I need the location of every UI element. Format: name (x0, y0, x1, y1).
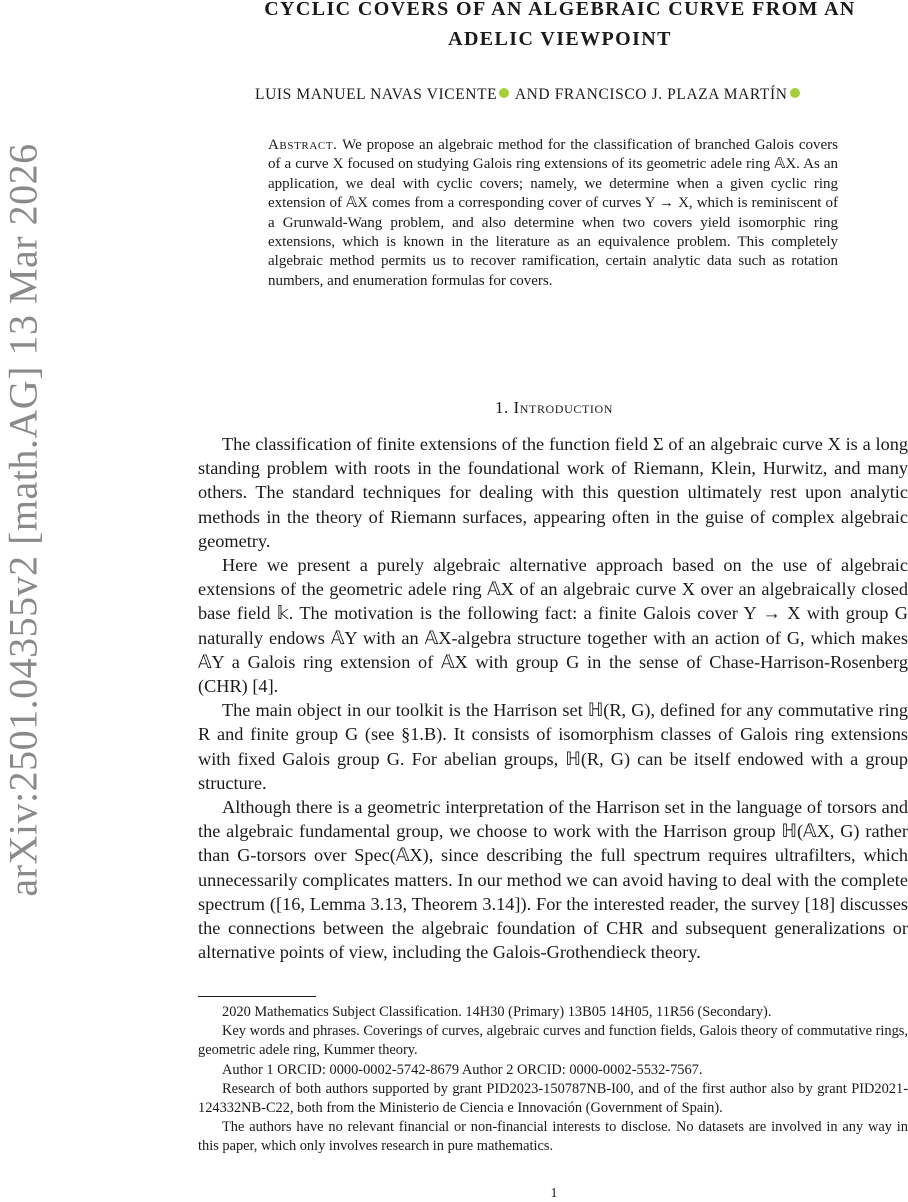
footnote-disclosure: The authors have no relevant financial or non-financial interests to disclose. No datasets are involved in any way in this paper, which only involves research in pure mathematics. (198, 1119, 908, 1155)
section-heading (200, 398, 908, 418)
section-title: Introduction (513, 398, 614, 417)
section-number: 1. (494, 398, 509, 417)
orcid-icon[interactable] (790, 88, 800, 98)
author-list (255, 86, 895, 104)
title-line-2: ADELIC VIEWPOINT (448, 28, 672, 50)
title-line-1: CYCLIC COVERS OF AN ALGEBRAIC CURVE FROM AN (264, 0, 856, 20)
paragraph: Although there is a geometric interpretation of the Harrison set in the language of torsors and the algebraic fundamental group, we choose to work with the Harrison group ℍ(𝔸X, G) rather than G-torsors over Spec(𝔸X), since describing the full spectrum requires ultrafilters, which unnecessarily complicates matters. In our method we can avoid having to deal with the complete spectrum ([16, Lemma 3.13, Theorem 3.14]). For the interested reader, the survey [18] discusses the connections between the algebraic foundation of CHR and subsequent generalizations or alternative points of view, including the Galois-Grothendieck theory. (198, 797, 908, 963)
arxiv-identifier: arXiv:2501.04355v2 [math.AG] 13 Mar 2026 (0, 143, 46, 897)
paragraph: The main object in our toolkit is the Harrison set ℍ(R, G), defined for any commutative ring R and finite group G (see §1.B). It consists of isomorphism classes of Galois ring extensions with fixed Galois group G. For abelian groups, ℍ(R, G) can be itself endowed with a group structure. (198, 700, 908, 793)
footnotes (198, 1003, 908, 1157)
author-2-name: FRANCISCO J. PLAZA MARTÍN (554, 86, 788, 103)
paragraph: The classification of finite extensions of the function field Σ of an algebraic curve X is a long standing problem with roots in the foundational work of Riemann, Klein, Hurwitz, and many others. The standard techniques for dealing with this question ultimately rest upon analytic methods in the theory of Riemann surfaces, appearing often in the guise of complex algebraic geometry. (198, 434, 908, 551)
abstract-text: We propose an algebraic method for the classification of branched Galois covers of a curve X focused on studying Galois ring extensions of its geometric adele ring 𝔸X. As an application, we deal with cyclic covers; namely, we determine when a given cyclic ring extension of 𝔸X comes from a corresponding cover of curves Y → X, which is reminiscent of a Grunwald-Wang problem, and also determine when two covers yield isomorphic ring extensions, which is known in the literature as an equivalence problem. This completely algebraic method permits us to recover ramification, certain analytic data such as rotation numbers, and enumeration formulas for covers. (268, 137, 838, 289)
author-conjunction: AND (514, 86, 551, 103)
orcid-icon[interactable] (499, 88, 509, 98)
abstract-label: Abstract. (268, 137, 338, 153)
footnote-funding: Research of both authors supported by grant PID2023-150787NB-I00, and of the first author also by grant PID2021-124332NB-C22, both from the Ministerio de Ciencia e Innovación (Government of Spain). (198, 1080, 908, 1117)
paper-title (160, 0, 908, 54)
author-1-name: LUIS MANUEL NAVAS VICENTE (255, 86, 498, 103)
arxiv-identifier-sidebar (0, 0, 52, 1200)
footnote-divider (198, 996, 316, 997)
body-text (198, 432, 908, 964)
footnote-msc: 2020 Mathematics Subject Classification. 14H30 (Primary) 13B05 14H05, 11R56 (Secondary). (222, 1004, 772, 1020)
footnote-orcid: Author 1 ORCID: 0000-0002-5742-8679 Author 2 ORCID: 0000-0002-5532-7567. (222, 1061, 703, 1078)
footnote-keywords: Key words and phrases. Coverings of curves, algebraic curves and function fields, Galois theory of commutative rings, geometric adele ring, Kummer theory. (198, 1023, 908, 1059)
paragraph: Here we present a purely algebraic alternative approach based on the use of algebraic extensions of the geometric adele ring 𝔸X of an algebraic curve X over an algebraically closed base field 𝕜. The motivation is the following fact: a finite Galois cover Y → X with group G naturally endows 𝔸Y with an 𝔸X-algebra structure together with an action of G, which makes 𝔸Y a Galois ring extension of 𝔸X with group G in the sense of Chase-Harrison-Rosenberg (CHR) [4]. (198, 555, 908, 697)
page-number: 1 (550, 1186, 558, 1201)
abstract (268, 136, 838, 291)
